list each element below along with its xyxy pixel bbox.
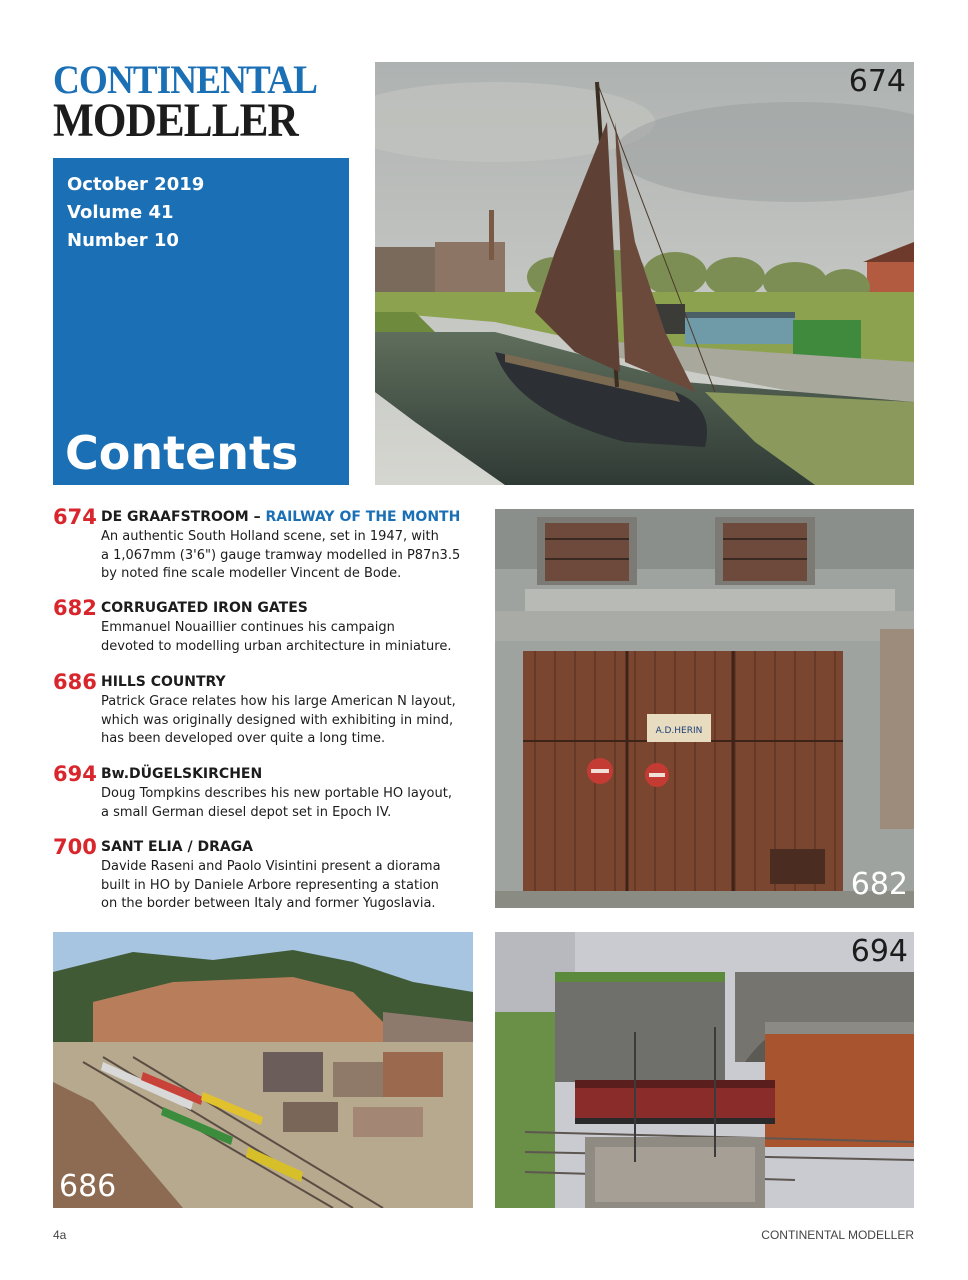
entry-page-number: 682 xyxy=(53,596,97,620)
entry-description: An authentic South Holland scene, set in 1947, with a 1,067mm (3'6") gauge tramway modelled in P87n3.5 by noted fine scale modeller Vincent de Bode. xyxy=(101,529,461,581)
photo-number-682: 682 xyxy=(850,867,908,902)
photo-hills-country xyxy=(53,932,473,1208)
entry-description: Emmanuel Nouaillier continues his campaign devoted to modelling urban architecture in miniature. xyxy=(101,620,452,654)
entry-page-number: 674 xyxy=(53,505,97,529)
masthead-modeller: MODELLER xyxy=(53,94,298,147)
photo-de-graafstroom xyxy=(375,62,914,485)
photo-corrugated-gates xyxy=(495,509,914,908)
entry-page-number: 694 xyxy=(53,762,97,786)
diesel-depot-scene xyxy=(495,932,914,1208)
issue-date: October 2019 xyxy=(67,174,205,195)
entry-description: Davide Raseni and Paolo Visintini present a diorama built in HO by Daniele Arbore representing a station on the border between Italy and former Yugoslavia. xyxy=(101,859,441,911)
entry-title: HILLS COUNTRY xyxy=(101,674,226,690)
footer-page-number: 4a xyxy=(53,1228,67,1242)
entry-title: Bw.DÜGELSKIRCHEN xyxy=(101,766,263,782)
iron-gate-scene xyxy=(495,509,914,908)
issue-number: Number 10 xyxy=(67,230,179,251)
issue-volume: Volume 41 xyxy=(67,202,174,223)
photo-dugelskirchen xyxy=(495,932,914,1208)
footer-magazine-title: CONTINENTAL MODELLER xyxy=(761,1228,914,1242)
contents-heading: Contents xyxy=(65,426,299,480)
n-gauge-layout-scene xyxy=(53,932,473,1208)
entry-title: SANT ELIA / DRAGA xyxy=(101,839,254,855)
entry-page-number: 700 xyxy=(53,835,97,859)
photo-number-674: 674 xyxy=(848,64,906,99)
photo-number-686: 686 xyxy=(59,1169,117,1204)
barge-canal-scene xyxy=(375,62,914,485)
gate-sign-text: A.D.HERIN xyxy=(655,726,703,736)
issue-info-box xyxy=(53,158,349,485)
masthead-continental: CONTINENTAL xyxy=(53,57,318,102)
entry-title: DE GRAAFSTROOM – RAILWAY OF THE MONTH xyxy=(101,509,461,525)
railway-of-the-month-tag: RAILWAY OF THE MONTH xyxy=(265,509,461,525)
entry-description: Patrick Grace relates how his large American N layout, which was originally designed with exhibiting in mind, has been developed over quite a long time. xyxy=(101,694,456,746)
entry-page-number: 686 xyxy=(53,670,97,694)
photo-number-694: 694 xyxy=(850,934,908,969)
entry-description: Doug Tompkins describes his new portable HO layout, a small German diesel depot set in Epoch IV. xyxy=(101,786,452,820)
entry-title: CORRUGATED IRON GATES xyxy=(101,600,308,616)
